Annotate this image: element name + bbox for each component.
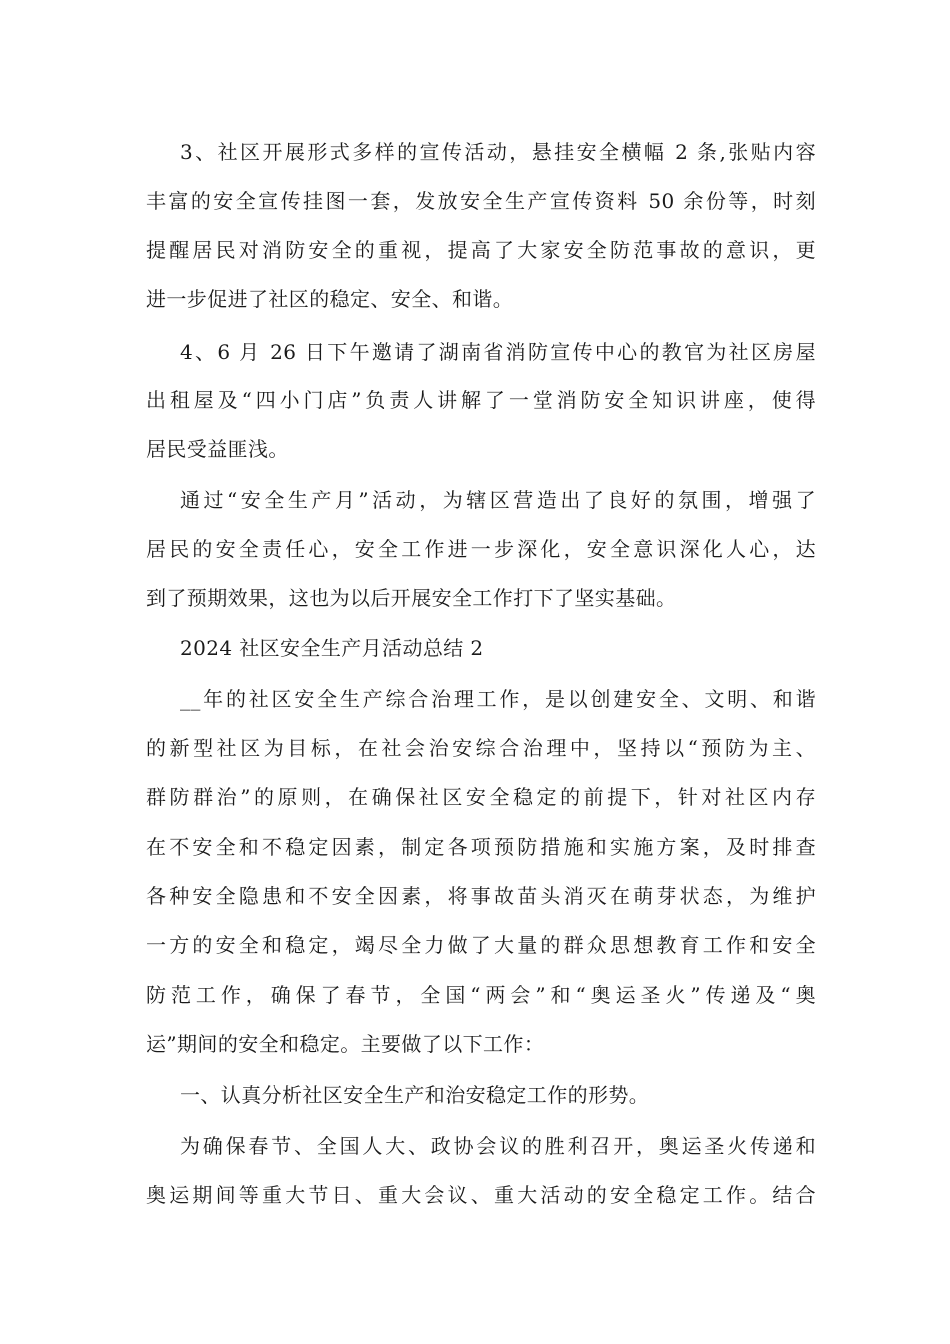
text-line: 各种安全隐患和不安全因素，将事故苗头消灭在萌芽状态，为维护 <box>146 884 816 908</box>
section-heading: 2024 社区安全生产月活动总结 2 <box>180 636 484 660</box>
text-line: 的新型社区为目标，在社会治安综合治理中，坚持以“预防为主、 <box>146 736 816 760</box>
text-line: 在不安全和不稳定因素，制定各项预防措施和实施方案，及时排查 <box>146 835 816 859</box>
text-line: 4、6 月 26 日下午邀请了湖南省消防宣传中心的教官为社区房屋 <box>180 340 816 364</box>
text-line: 奥运期间等重大节日、重大会议、重大活动的安全稳定工作。结合 <box>146 1183 816 1207</box>
text-line: 丰富的安全宣传挂图一套，发放安全生产宣传资料 50 余份等，时刻 <box>146 189 816 213</box>
text-line: 进一步促进了社区的稳定、安全、和谐。 <box>146 287 514 311</box>
text-line: 居民的安全责任心，安全工作进一步深化，安全意识深化人心，达 <box>146 537 816 561</box>
text-line: 为确保春节、全国人大、政协会议的胜利召开，奥运圣火传递和 <box>180 1134 816 1158</box>
text-line: 运”期间的安全和稳定。主要做了以下工作： <box>146 1032 545 1056</box>
text-line: 居民受益匪浅。 <box>146 437 289 461</box>
text-line: 一方的安全和稳定，竭尽全力做了大量的群众思想教育工作和安全 <box>146 933 816 957</box>
text-line: 通过“安全生产月”活动，为辖区营造出了良好的氛围，增强了 <box>180 488 816 512</box>
text-line: __年的社区安全生产综合治理工作，是以创建安全、文明、和谐 <box>180 687 816 711</box>
text-line: 出租屋及“四小门店”负责人讲解了一堂消防安全知识讲座，使得 <box>146 388 816 412</box>
text-line: 防范工作，确保了春节，全国“两会”和“奥运圣火”传递及“奥 <box>146 983 816 1007</box>
text-line: 提醒居民对消防安全的重视，提高了大家安全防范事故的意识，更 <box>146 238 816 262</box>
text-line: 到了预期效果，这也为以后开展安全工作打下了坚实基础。 <box>146 586 677 610</box>
list-heading: 一、认真分析社区安全生产和治安稳定工作的形势。 <box>180 1083 650 1107</box>
text-line: 3、社区开展形式多样的宣传活动，悬挂安全横幅 2 条,张贴内容 <box>180 140 816 164</box>
text-line: 群防群治”的原则，在确保社区安全稳定的前提下，针对社区内存 <box>146 785 816 809</box>
